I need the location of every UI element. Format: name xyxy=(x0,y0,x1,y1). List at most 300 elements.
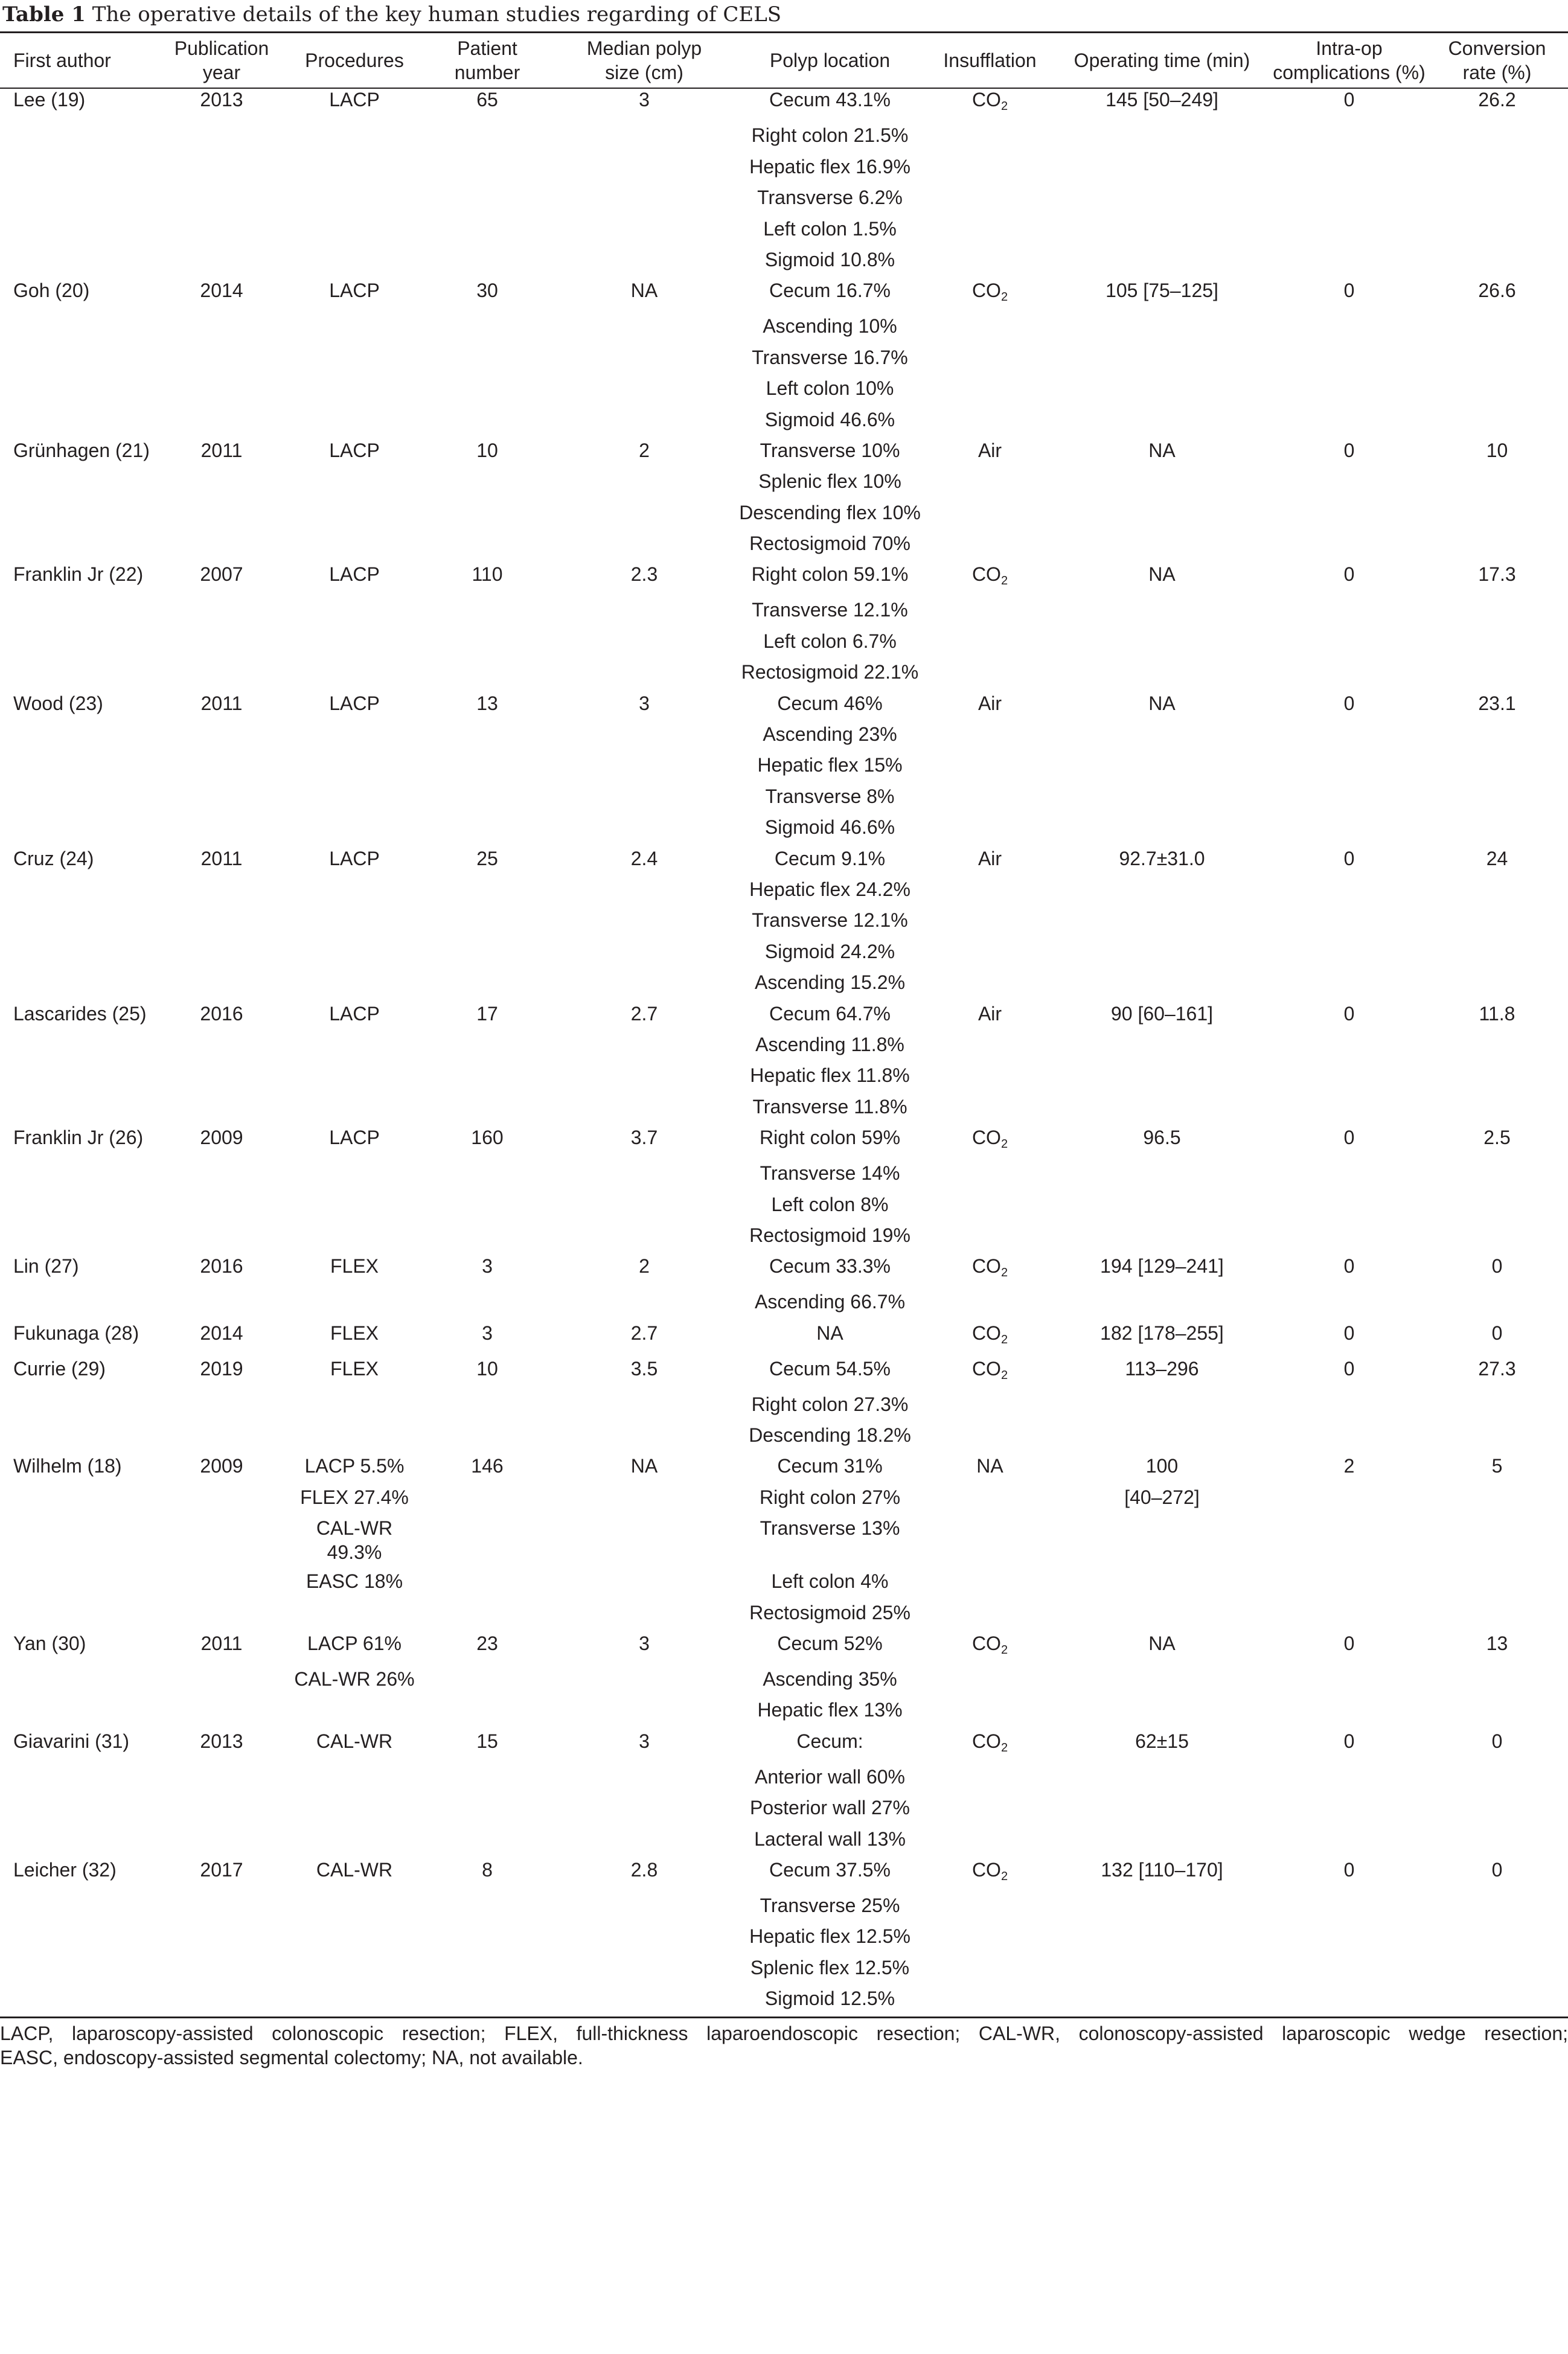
cell-procedures xyxy=(291,212,418,243)
cell-first-author xyxy=(0,593,152,624)
cell-median-polyp-size xyxy=(557,150,732,181)
cell-operating-time xyxy=(1052,181,1272,211)
cell-intra-op-complications xyxy=(1272,118,1426,149)
cell-insufflation xyxy=(928,717,1052,748)
cell-publication-year xyxy=(152,341,291,371)
header-median-polyp-size xyxy=(557,33,732,88)
cell-intra-op-complications xyxy=(1272,1662,1426,1693)
cell-operating-time xyxy=(1052,1822,1272,1853)
cell-polyp-location: Left colon 8% xyxy=(771,1193,889,1215)
cell-polyp-location: Ascending 35% xyxy=(763,1668,897,1690)
cell-polyp-location: Sigmoid 46.6% xyxy=(764,408,895,430)
cell-first-author xyxy=(0,748,152,779)
cell-procedures xyxy=(291,965,418,996)
cell-operating-time xyxy=(1052,965,1272,996)
cell-intra-op-complications xyxy=(1272,1791,1426,1821)
cell-first-author xyxy=(0,496,152,526)
cell-publication-year xyxy=(152,212,291,243)
cell-median-polyp-size xyxy=(557,1564,732,1595)
cell-insufflation: $CO_2$ xyxy=(971,89,1008,113)
cell-procedures xyxy=(291,181,418,211)
cell-conversion-rate xyxy=(1426,965,1568,996)
cell-polyp-location: Right colon 21.5% xyxy=(751,124,909,147)
cell-publication-year xyxy=(152,1058,291,1089)
cell-procedures xyxy=(291,1889,418,1919)
cell-intra-op-complications xyxy=(1272,1919,1426,1950)
cell-patient-number xyxy=(418,1760,557,1791)
cell-intra-op-complications: 0 xyxy=(1343,1633,1355,1655)
cell-first-author xyxy=(0,371,152,402)
cell-polyp-location: Right colon 27% xyxy=(759,1486,901,1508)
cell-first-author xyxy=(0,1058,152,1089)
cell-median-polyp-size xyxy=(557,1218,732,1249)
cell-patient-number xyxy=(418,1480,557,1511)
cell-procedures: LACP xyxy=(329,280,380,302)
cell-polyp-location: Transverse 8% xyxy=(765,785,895,807)
cell-intra-op-complications xyxy=(1272,779,1426,810)
cell-procedures xyxy=(291,341,418,371)
cell-patient-number xyxy=(418,309,557,340)
cell-publication-year: 2007 xyxy=(200,563,243,586)
cell-procedures: LACP 5.5% xyxy=(304,1455,405,1477)
cell-insufflation xyxy=(928,1662,1052,1693)
cell-first-author xyxy=(0,243,152,273)
cell-operating-time: 62±15 xyxy=(1135,1730,1189,1752)
cell-first-author xyxy=(0,1156,152,1187)
cell-polyp-location: Transverse 13% xyxy=(760,1517,900,1540)
cell-first-author xyxy=(0,1387,152,1418)
cell-patient-number xyxy=(418,1981,557,2012)
cell-procedures xyxy=(291,748,418,779)
cell-insufflation: $CO_2$ xyxy=(971,280,1008,304)
cell-conversion-rate xyxy=(1426,872,1568,903)
cell-insufflation xyxy=(928,1951,1052,1981)
cell-first-author: Goh (20) xyxy=(13,280,90,302)
cell-first-author xyxy=(0,1662,152,1693)
cell-publication-year xyxy=(152,593,291,624)
cell-operating-time xyxy=(1052,593,1272,624)
cell-first-author xyxy=(0,1418,152,1449)
cell-insufflation xyxy=(928,1058,1052,1089)
cell-procedures: LACP xyxy=(329,692,380,714)
cell-procedures: LACP xyxy=(329,563,380,586)
cell-conversion-rate xyxy=(1426,1028,1568,1058)
cell-intra-op-complications xyxy=(1272,1511,1426,1564)
cell-first-author xyxy=(0,212,152,243)
cell-insufflation: NA xyxy=(976,1455,1003,1477)
table-row xyxy=(0,526,1568,557)
table-row xyxy=(0,1218,1568,1249)
cell-procedures: FLEX xyxy=(330,1357,379,1380)
table-row xyxy=(0,371,1568,402)
table-row xyxy=(0,1352,1568,1387)
cell-publication-year: 2013 xyxy=(200,1730,243,1752)
cell-median-polyp-size: 2.7 xyxy=(630,1002,658,1025)
cell-median-polyp-size xyxy=(557,1693,732,1724)
cell-patient-number xyxy=(418,496,557,526)
cell-publication-year xyxy=(152,464,291,495)
cell-polyp-location: Hepatic flex 24.2% xyxy=(749,878,910,900)
table-row xyxy=(0,1693,1568,1724)
cell-conversion-rate xyxy=(1426,496,1568,526)
cell-intra-op-complications xyxy=(1272,496,1426,526)
cell-publication-year xyxy=(152,1218,291,1249)
cell-procedures: CAL-WR 26% xyxy=(294,1668,415,1690)
cell-intra-op-complications xyxy=(1272,1564,1426,1595)
cell-procedures xyxy=(291,371,418,402)
table-row xyxy=(0,1090,1568,1121)
cell-patient-number: 160 xyxy=(471,1127,504,1149)
cell-procedures: FLEX xyxy=(330,1255,379,1278)
cell-operating-time: 145 [50–249] xyxy=(1106,89,1218,110)
cell-conversion-rate xyxy=(1426,655,1568,686)
cell-patient-number xyxy=(418,371,557,402)
cell-operating-time xyxy=(1052,748,1272,779)
cell-first-author xyxy=(0,150,152,181)
cell-median-polyp-size xyxy=(557,526,732,557)
cell-median-polyp-size: NA xyxy=(630,280,658,302)
cell-conversion-rate xyxy=(1426,810,1568,841)
cell-patient-number: 146 xyxy=(471,1455,504,1477)
cell-median-polyp-size xyxy=(557,748,732,779)
cell-intra-op-complications xyxy=(1272,655,1426,686)
cell-operating-time xyxy=(1052,526,1272,557)
cell-insufflation xyxy=(928,309,1052,340)
cell-operating-time xyxy=(1052,1387,1272,1418)
table-row xyxy=(0,1156,1568,1187)
cell-procedures xyxy=(291,1285,418,1316)
cell-operating-time xyxy=(1052,717,1272,748)
header-text: Procedures xyxy=(305,50,404,71)
cell-operating-time xyxy=(1052,150,1272,181)
cell-patient-number xyxy=(418,1693,557,1724)
cell-polyp-location: Sigmoid 24.2% xyxy=(764,940,895,962)
cell-conversion-rate xyxy=(1426,212,1568,243)
cell-polyp-location: Cecum 31% xyxy=(777,1455,883,1477)
cell-polyp-location: Hepatic flex 12.5% xyxy=(749,1925,910,1948)
cell-conversion-rate xyxy=(1426,243,1568,273)
cell-procedures xyxy=(291,464,418,495)
cell-procedures xyxy=(291,403,418,433)
cell-polyp-location: Hepatic flex 11.8% xyxy=(750,1064,910,1087)
table-row xyxy=(0,1028,1568,1058)
table-row xyxy=(0,686,1568,717)
cell-patient-number xyxy=(418,903,557,934)
cell-first-author: Wilhelm (18) xyxy=(13,1455,122,1477)
cell-intra-op-complications xyxy=(1272,593,1426,624)
cell-patient-number xyxy=(418,1028,557,1058)
table-row xyxy=(0,1626,1568,1662)
table-row xyxy=(0,1919,1568,1950)
cell-publication-year xyxy=(152,717,291,748)
table-row xyxy=(0,1188,1568,1218)
cell-conversion-rate xyxy=(1426,464,1568,495)
cell-first-author xyxy=(0,341,152,371)
table-row xyxy=(0,1564,1568,1595)
cell-publication-year xyxy=(152,181,291,211)
cell-publication-year xyxy=(152,243,291,273)
cell-patient-number xyxy=(418,1418,557,1449)
cell-conversion-rate xyxy=(1426,1480,1568,1511)
cell-patient-number xyxy=(418,341,557,371)
cell-procedures: LACP xyxy=(329,89,380,110)
cell-polyp-location: Sigmoid 10.8% xyxy=(764,248,895,270)
cell-insufflation xyxy=(928,341,1052,371)
cell-conversion-rate xyxy=(1426,1662,1568,1693)
cell-first-author: Cruz (24) xyxy=(13,847,94,869)
cell-conversion-rate: 23.1 xyxy=(1478,692,1516,714)
cell-insufflation xyxy=(928,965,1052,996)
table-row xyxy=(0,965,1568,996)
cell-intra-op-complications xyxy=(1272,1480,1426,1511)
cell-intra-op-complications xyxy=(1272,1760,1426,1791)
cell-intra-op-complications xyxy=(1272,1156,1426,1187)
cell-conversion-rate: 24 xyxy=(1486,847,1508,869)
cell-polyp-location: Rectosigmoid 25% xyxy=(749,1601,910,1623)
cell-conversion-rate xyxy=(1426,717,1568,748)
cell-insufflation xyxy=(928,1822,1052,1853)
cell-first-author xyxy=(0,526,152,557)
cell-insufflation xyxy=(928,496,1052,526)
cell-patient-number xyxy=(418,935,557,965)
cell-publication-year xyxy=(152,1511,291,1564)
cell-median-polyp-size xyxy=(557,118,732,149)
cell-conversion-rate: 13 xyxy=(1486,1633,1508,1655)
cell-publication-year: 2011 xyxy=(200,692,243,714)
cell-publication-year xyxy=(152,935,291,965)
cell-median-polyp-size: 2.4 xyxy=(630,847,658,869)
table-row xyxy=(0,557,1568,593)
cell-publication-year: 2009 xyxy=(200,1455,243,1477)
cell-conversion-rate: 11.8 xyxy=(1479,1002,1515,1025)
header-text: Insufflation xyxy=(943,50,1037,71)
cell-procedures xyxy=(291,1418,418,1449)
cell-patient-number xyxy=(418,1791,557,1821)
cell-operating-time xyxy=(1052,1058,1272,1089)
cell-insufflation xyxy=(928,1028,1052,1058)
cell-median-polyp-size xyxy=(557,1791,732,1821)
cell-first-author xyxy=(0,810,152,841)
cell-procedures xyxy=(291,1596,418,1626)
cell-procedures: FLEX xyxy=(330,1322,379,1344)
cell-patient-number: 110 xyxy=(472,563,503,586)
cell-first-author: Leicher (32) xyxy=(13,1858,117,1881)
header-text: First author xyxy=(13,50,111,71)
cell-patient-number xyxy=(418,1511,557,1564)
cell-first-author xyxy=(0,935,152,965)
cell-polyp-location: Ascending 15.2% xyxy=(754,971,906,994)
table-row xyxy=(0,273,1568,309)
cell-publication-year xyxy=(152,872,291,903)
cell-first-author: Lee (19) xyxy=(13,89,86,110)
cell-polyp-location: Cecum 9.1% xyxy=(774,847,886,869)
cell-conversion-rate xyxy=(1426,181,1568,211)
table-row xyxy=(0,935,1568,965)
cell-publication-year xyxy=(152,1418,291,1449)
cell-first-author xyxy=(0,1028,152,1058)
cell-operating-time xyxy=(1052,1596,1272,1626)
cell-first-author xyxy=(0,1285,152,1316)
header-text: complications (%) xyxy=(1273,62,1426,83)
cell-procedures xyxy=(291,309,418,340)
cell-intra-op-complications: 0 xyxy=(1343,692,1355,714)
cell-median-polyp-size xyxy=(557,1387,732,1418)
cell-polyp-location: Cecum 52% xyxy=(777,1633,883,1655)
cell-procedures: LACP xyxy=(329,847,380,869)
table-row xyxy=(0,748,1568,779)
cell-conversion-rate xyxy=(1426,1218,1568,1249)
cell-first-author xyxy=(0,1693,152,1724)
table-row xyxy=(0,1449,1568,1480)
cell-median-polyp-size xyxy=(557,403,732,433)
cell-first-author xyxy=(0,1791,152,1821)
cell-intra-op-complications xyxy=(1272,181,1426,211)
cell-first-author: Yan (30) xyxy=(13,1633,86,1655)
cell-procedures xyxy=(291,593,418,624)
cell-intra-op-complications xyxy=(1272,243,1426,273)
header-first-author xyxy=(0,33,152,88)
header-rule xyxy=(0,88,1568,89)
cell-first-author xyxy=(0,309,152,340)
table-row xyxy=(0,1724,1568,1760)
cell-operating-time: NA xyxy=(1148,692,1176,714)
cell-conversion-rate xyxy=(1426,1511,1568,1564)
header-text: year xyxy=(202,62,241,83)
cell-intra-op-complications xyxy=(1272,810,1426,841)
cell-operating-time xyxy=(1052,1693,1272,1724)
cell-conversion-rate: 17.3 xyxy=(1478,563,1516,586)
cell-median-polyp-size xyxy=(557,1596,732,1626)
cell-operating-time xyxy=(1052,655,1272,686)
cell-operating-time xyxy=(1052,1662,1272,1693)
cell-operating-time: 96.5 xyxy=(1143,1127,1181,1149)
cell-insufflation xyxy=(928,1387,1052,1418)
cell-operating-time: 113–296 xyxy=(1125,1357,1199,1380)
cell-operating-time xyxy=(1052,1889,1272,1919)
cell-publication-year xyxy=(152,1951,291,1981)
footnote-line: LACP, laparoscopy-assisted colonoscopic resection; FLEX, full-thickness laparoendoscopic resection; CAL-WR, colonoscopy-assisted laparoscopic wedge resection; xyxy=(0,2023,1568,2044)
cell-publication-year xyxy=(152,1156,291,1187)
cell-procedures xyxy=(291,243,418,273)
cell-publication-year: 2016 xyxy=(200,1002,243,1025)
cell-first-author: Franklin Jr (22) xyxy=(13,563,144,586)
cell-intra-op-complications xyxy=(1272,403,1426,433)
cell-intra-op-complications xyxy=(1272,1058,1426,1089)
cell-polyp-location: Ascending 10% xyxy=(763,315,897,337)
cell-insufflation: $CO_2$ xyxy=(971,1858,1008,1883)
cell-patient-number xyxy=(418,1188,557,1218)
cell-median-polyp-size: 2.8 xyxy=(630,1858,658,1881)
cell-first-author xyxy=(0,1981,152,2012)
cell-operating-time xyxy=(1052,1218,1272,1249)
header-text: size (cm) xyxy=(605,62,683,83)
cell-operating-time: 100 xyxy=(1145,1455,1179,1477)
cell-publication-year xyxy=(152,1028,291,1058)
cell-publication-year xyxy=(152,624,291,655)
cell-conversion-rate xyxy=(1426,1564,1568,1595)
cell-first-author xyxy=(0,1596,152,1626)
cell-median-polyp-size xyxy=(557,1480,732,1511)
cell-operating-time: 182 [178–255] xyxy=(1100,1322,1224,1344)
cell-publication-year xyxy=(152,1791,291,1821)
cell-patient-number xyxy=(418,1156,557,1187)
cell-first-author xyxy=(0,1951,152,1981)
cell-procedures xyxy=(291,810,418,841)
cell-intra-op-complications xyxy=(1272,1090,1426,1121)
cell-operating-time xyxy=(1052,403,1272,433)
cell-polyp-location: Right colon 27.3% xyxy=(751,1393,909,1415)
cell-conversion-rate xyxy=(1426,1418,1568,1449)
cell-publication-year xyxy=(152,1188,291,1218)
cell-polyp-location: Posterior wall 27% xyxy=(750,1797,910,1819)
cell-insufflation xyxy=(928,464,1052,495)
table-row xyxy=(0,1480,1568,1511)
cell-procedures xyxy=(291,150,418,181)
cell-conversion-rate xyxy=(1426,1387,1568,1418)
cell-operating-time xyxy=(1052,212,1272,243)
cell-first-author: Lascarides (25) xyxy=(13,1002,147,1025)
cell-conversion-rate: 26.2 xyxy=(1478,89,1516,110)
cell-patient-number xyxy=(418,779,557,810)
cell-median-polyp-size xyxy=(557,935,732,965)
cell-first-author xyxy=(0,1564,152,1595)
cell-publication-year: 2011 xyxy=(200,847,243,869)
cell-intra-op-complications: 0 xyxy=(1343,1730,1355,1752)
cell-first-author: Giavarini (31) xyxy=(13,1730,130,1752)
cell-median-polyp-size xyxy=(557,464,732,495)
cell-polyp-location: Transverse 25% xyxy=(760,1894,900,1916)
cell-median-polyp-size: 3 xyxy=(639,89,650,110)
cell-publication-year xyxy=(152,526,291,557)
cell-procedures xyxy=(291,118,418,149)
cell-operating-time: NA xyxy=(1148,1633,1176,1655)
cell-polyp-location: Cecum 16.7% xyxy=(769,280,891,302)
cell-operating-time xyxy=(1052,624,1272,655)
cell-conversion-rate: 0 xyxy=(1491,1255,1503,1278)
cell-median-polyp-size: NA xyxy=(630,1455,658,1477)
cell-first-author xyxy=(0,1511,152,1564)
cell-publication-year: 2011 xyxy=(200,439,243,461)
table-row xyxy=(0,212,1568,243)
cell-polyp-location: Transverse 12.1% xyxy=(752,909,908,932)
cell-intra-op-complications xyxy=(1272,1028,1426,1058)
cell-patient-number: 8 xyxy=(482,1858,493,1881)
table-row xyxy=(0,1387,1568,1418)
cell-publication-year xyxy=(152,1981,291,2012)
table-row xyxy=(0,872,1568,903)
cell-intra-op-complications xyxy=(1272,212,1426,243)
cell-polyp-location: Descending flex 10% xyxy=(739,501,921,523)
table-row xyxy=(0,1418,1568,1449)
cell-patient-number xyxy=(418,212,557,243)
header-intra-op-complications xyxy=(1272,33,1426,88)
cell-conversion-rate xyxy=(1426,1791,1568,1821)
cell-procedures: CAL-WR xyxy=(316,1730,393,1752)
cell-operating-time xyxy=(1052,1564,1272,1595)
cell-conversion-rate xyxy=(1426,403,1568,433)
cell-intra-op-complications xyxy=(1272,935,1426,965)
cell-conversion-rate: 0 xyxy=(1491,1858,1503,1881)
table-row xyxy=(0,1981,1568,2012)
cell-patient-number: 65 xyxy=(476,89,498,110)
cell-insufflation xyxy=(928,181,1052,211)
cell-publication-year xyxy=(152,403,291,433)
cell-operating-time xyxy=(1052,341,1272,371)
cell-insufflation xyxy=(928,526,1052,557)
cell-operating-time xyxy=(1052,935,1272,965)
cell-publication-year xyxy=(152,1822,291,1853)
cell-median-polyp-size: 2.7 xyxy=(630,1322,658,1344)
